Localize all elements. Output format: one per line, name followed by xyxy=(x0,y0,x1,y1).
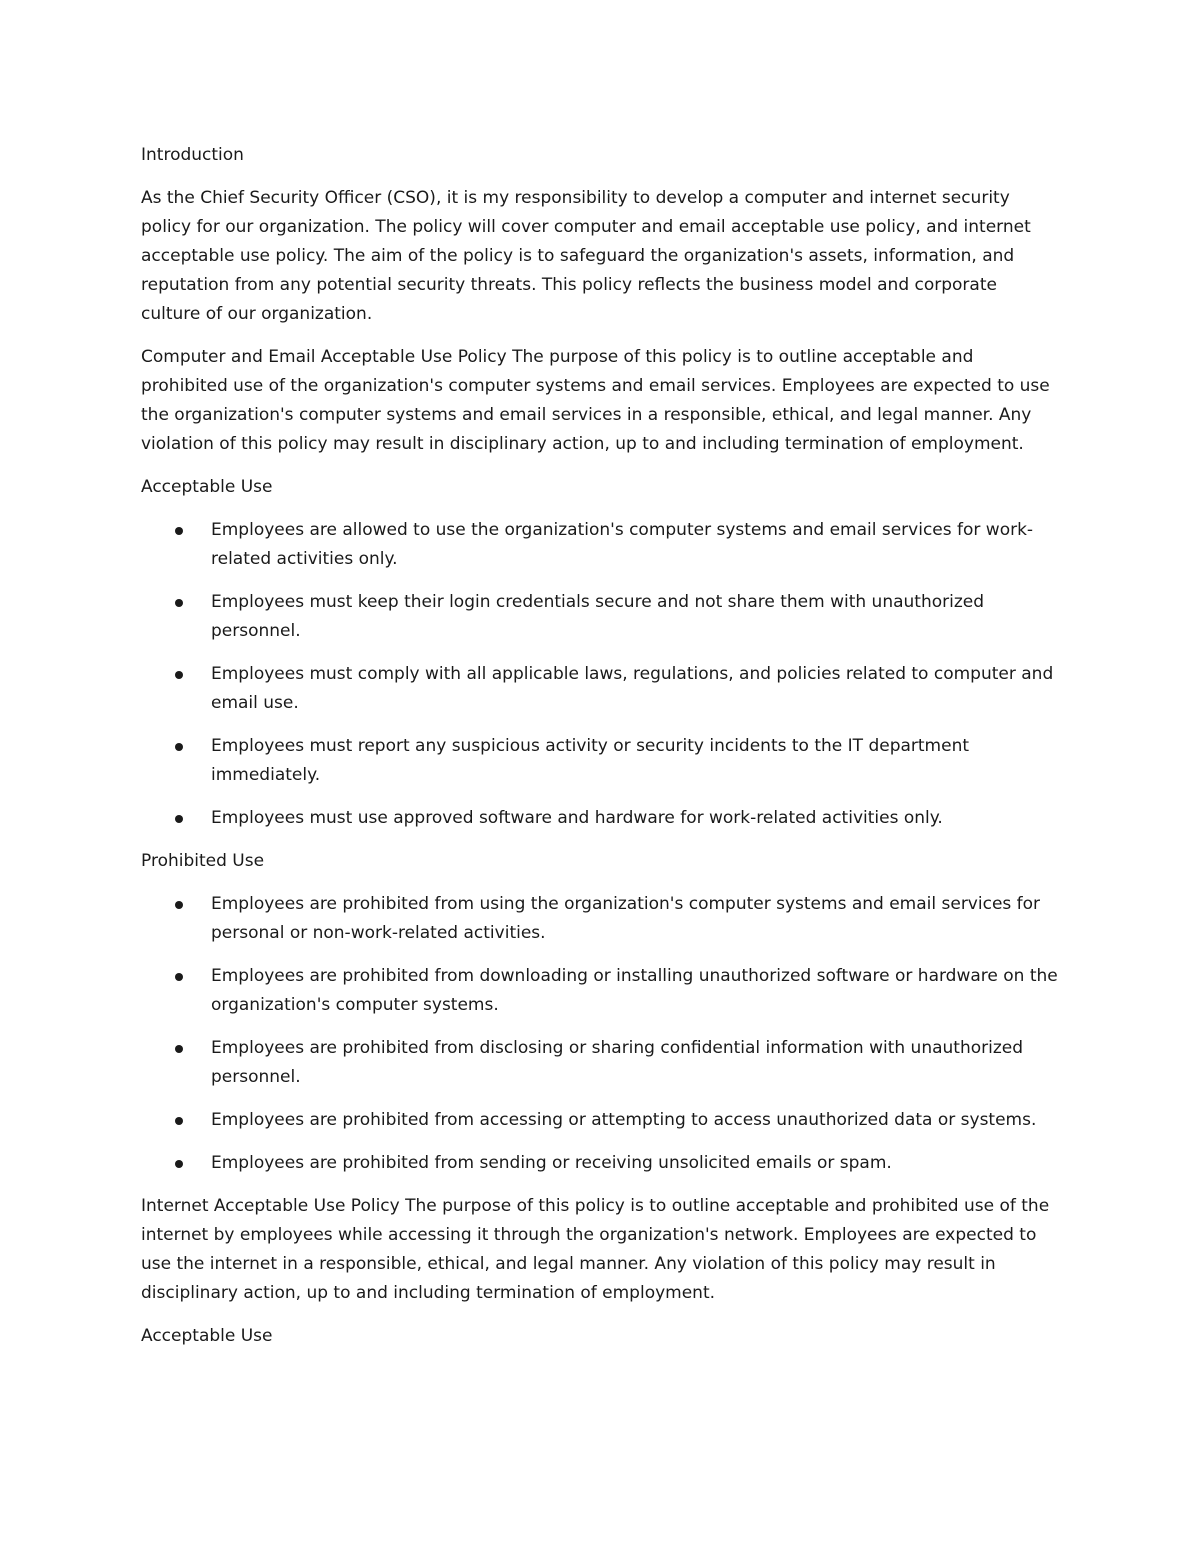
bullet-icon xyxy=(175,527,183,535)
acceptable-use-list xyxy=(141,516,1061,833)
internet-acceptable-use-heading: Acceptable Use xyxy=(141,1326,273,1346)
email-policy-paragraph: Computer and Email Acceptable Use Policy The purpose of this policy is to outline acceptable and prohibited use of the organization's computer systems and email services. Employees are expected to use the organization's computer systems and email services in a responsible, ethical, and legal manner. Any violation of this policy may result in disciplinary action, up to and including termination of employment. xyxy=(141,347,1050,454)
list-item-text: Employees are prohibited from accessing or attempting to access unauthorized data or systems. xyxy=(211,1110,1037,1130)
list-item xyxy=(141,1034,1061,1092)
bullet-icon xyxy=(175,815,183,823)
acceptable-use-heading: Acceptable Use xyxy=(141,477,273,497)
document-body xyxy=(141,141,1061,1365)
list-item xyxy=(141,1149,1061,1178)
intro-paragraph: As the Chief Security Officer (CSO), it is my responsibility to develop a computer and internet security policy for our organization. The policy will cover computer and email acceptable use policy, and internet acceptable use policy. The aim of the policy is to safeguard the organization's assets, information, and reputation from any potential security threats. This policy reflects the business model and corporate culture of our organization. xyxy=(141,188,1031,324)
list-item-text: Employees are prohibited from downloading or installing unauthorized software or hardware on the organization's computer systems. xyxy=(211,966,1058,1015)
prohibited-use-heading: Prohibited Use xyxy=(141,851,265,871)
bullet-icon xyxy=(175,599,183,607)
list-item xyxy=(141,890,1061,948)
bullet-icon xyxy=(175,901,183,909)
bullet-icon xyxy=(175,1160,183,1168)
bullet-icon xyxy=(175,743,183,751)
list-item xyxy=(141,1106,1061,1135)
list-item-text: Employees must keep their login credentials secure and not share them with unauthorized personnel. xyxy=(211,592,985,641)
bullet-icon xyxy=(175,1117,183,1125)
list-item-text: Employees must use approved software and hardware for work-related activities only. xyxy=(211,808,943,828)
list-item xyxy=(141,962,1061,1020)
prohibited-use-list xyxy=(141,890,1061,1178)
list-item xyxy=(141,588,1061,646)
list-item-text: Employees are prohibited from using the organization's computer systems and email services for personal or non-work-related activities. xyxy=(211,894,1041,943)
list-item-text: Employees must comply with all applicable laws, regulations, and policies related to computer and email use. xyxy=(211,664,1054,713)
intro-heading: Introduction xyxy=(141,145,244,165)
bullet-icon xyxy=(175,1045,183,1053)
list-item xyxy=(141,804,1061,833)
list-item-text: Employees are prohibited from sending or receiving unsolicited emails or spam. xyxy=(211,1153,892,1173)
bullet-icon xyxy=(175,671,183,679)
list-item xyxy=(141,660,1061,718)
bullet-icon xyxy=(175,973,183,981)
list-item-text: Employees are prohibited from disclosing or sharing confidential information with unauthorized personnel. xyxy=(211,1038,1024,1087)
list-item xyxy=(141,732,1061,790)
list-item xyxy=(141,516,1061,574)
list-item-text: Employees must report any suspicious activity or security incidents to the IT department immediately. xyxy=(211,736,970,785)
internet-policy-paragraph: Internet Acceptable Use Policy The purpose of this policy is to outline acceptable and prohibited use of the internet by employees while accessing it through the organization's network. Employees are expected to use the internet in a responsible, ethical, and legal manner. Any violation of this policy may result in disciplinary action, up to and including termination of employment. xyxy=(141,1196,1050,1303)
list-item-text: Employees are allowed to use the organization's computer systems and email services for work-related activities only. xyxy=(211,520,1034,569)
